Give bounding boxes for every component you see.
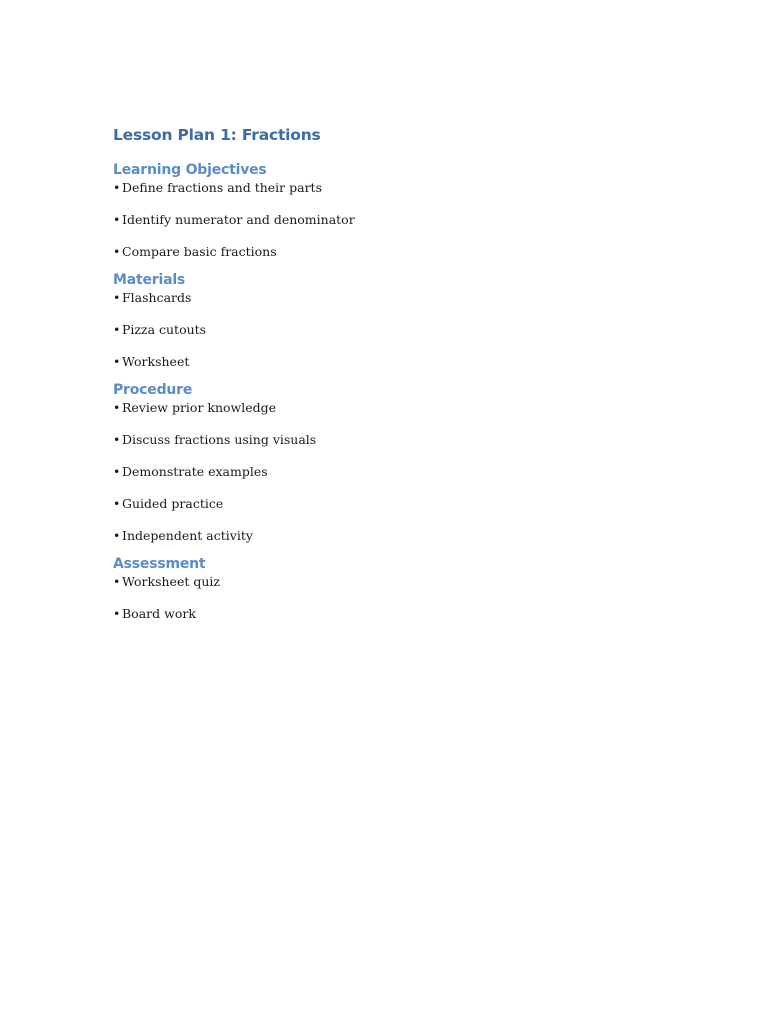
list-item — [113, 464, 673, 480]
bullet-icon: • — [113, 432, 121, 447]
list-item — [113, 244, 673, 260]
section-heading: Materials — [113, 272, 186, 288]
list-item — [113, 496, 673, 512]
list-item — [113, 400, 673, 416]
section-assessment — [113, 554, 673, 622]
list-item-text: Demonstrate examples — [122, 464, 268, 479]
list-item — [113, 574, 673, 590]
bullet-icon: • — [113, 290, 121, 305]
bullet-icon: • — [113, 464, 121, 479]
bullet-list — [113, 400, 673, 544]
list-item — [113, 180, 673, 196]
list-item — [113, 606, 673, 622]
list-item — [113, 290, 673, 306]
list-item-text: Worksheet quiz — [122, 574, 220, 589]
bullet-icon: • — [113, 244, 121, 259]
list-item-text: Compare basic fractions — [122, 244, 277, 259]
list-item-text: Review prior knowledge — [122, 400, 277, 415]
bullet-icon: • — [113, 212, 121, 227]
section-materials — [113, 270, 673, 370]
list-item-text: Pizza cutouts — [122, 322, 207, 337]
list-item-text: Identify numerator and denominator — [122, 212, 355, 227]
section-heading: Procedure — [113, 382, 193, 398]
bullet-icon: • — [113, 574, 121, 589]
list-item — [113, 354, 673, 370]
bullet-icon: • — [113, 528, 121, 543]
list-item — [113, 528, 673, 544]
bullet-list — [113, 574, 673, 622]
bullet-icon: • — [113, 180, 121, 195]
list-item-text: Board work — [122, 606, 196, 621]
section-procedure — [113, 380, 673, 544]
list-item — [113, 212, 673, 228]
bullet-icon: • — [113, 606, 121, 621]
bullet-list — [113, 180, 673, 260]
section-learning-objectives — [113, 160, 673, 260]
bullet-icon: • — [113, 496, 121, 511]
section-heading: Assessment — [113, 556, 206, 572]
bullet-icon: • — [113, 400, 121, 415]
list-item-text: Define fractions and their parts — [122, 180, 322, 195]
list-item-text: Guided practice — [122, 496, 224, 511]
list-item-text: Discuss fractions using visuals — [122, 432, 317, 447]
document-title: Lesson Plan 1: Fractions — [113, 126, 321, 144]
list-item — [113, 432, 673, 448]
bullet-list — [113, 290, 673, 370]
list-item — [113, 322, 673, 338]
bullet-icon: • — [113, 322, 121, 337]
section-heading: Learning Objectives — [113, 162, 267, 178]
list-item-text: Flashcards — [122, 290, 192, 305]
list-item-text: Independent activity — [122, 528, 253, 543]
document-body — [113, 124, 673, 638]
bullet-icon: • — [113, 354, 121, 369]
list-item-text: Worksheet — [122, 354, 190, 369]
